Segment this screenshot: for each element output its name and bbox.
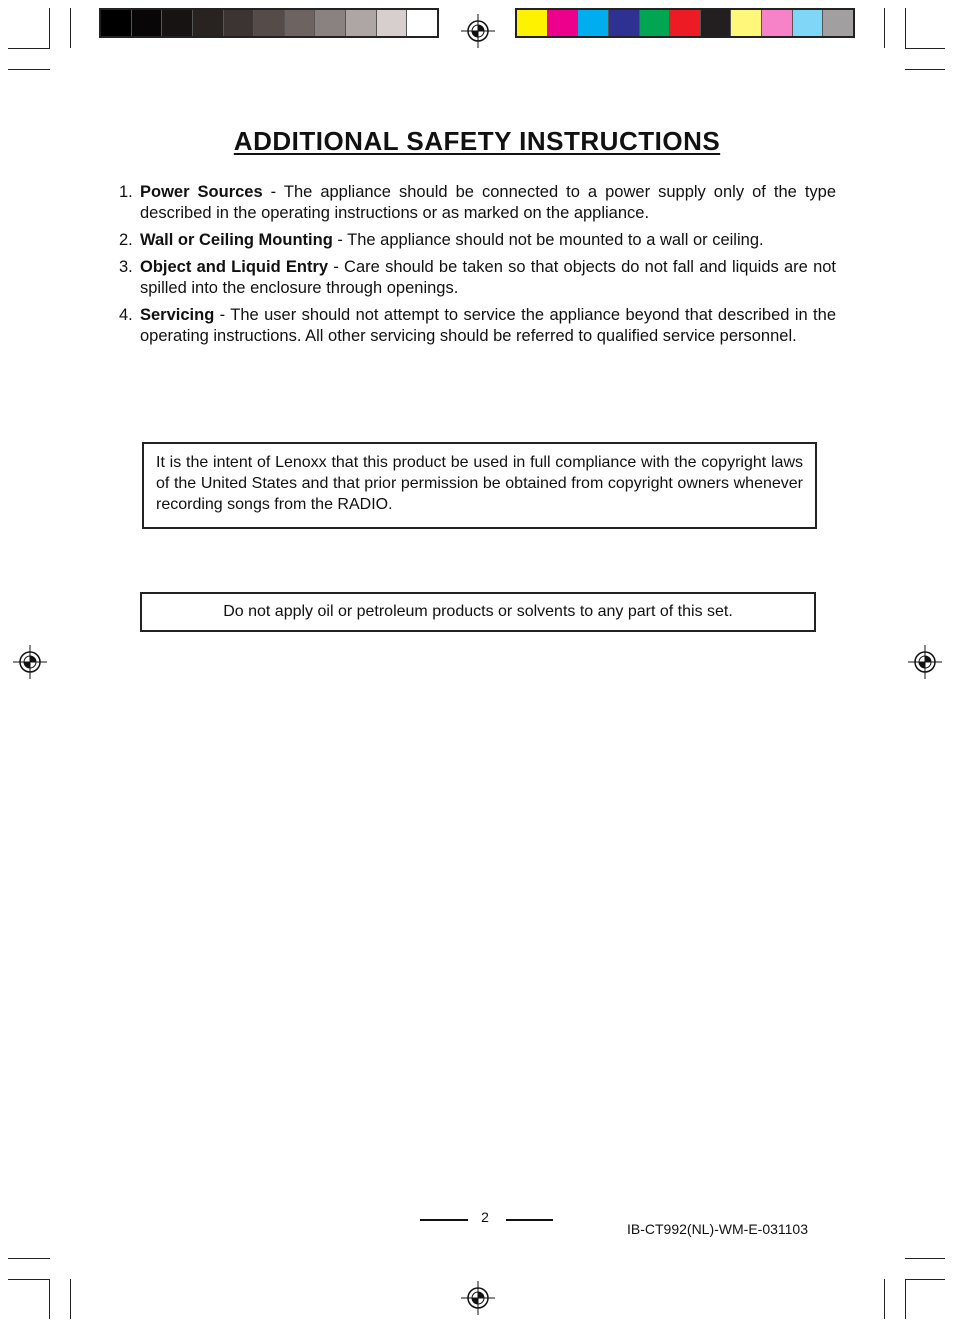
color-swatch: [701, 10, 732, 36]
page-number-rule-right: [506, 1219, 553, 1221]
copyright-notice-box: It is the intent of Lenoxx that this product be used in full compliance with the copyright laws of the United States and that prior permission be obtained from copyright owners whenever recording songs from the RADIO.: [142, 442, 817, 529]
color-swatch: [670, 10, 701, 36]
color-swatch: [254, 10, 285, 36]
color-swatch: [162, 10, 193, 36]
item-heading: Power Sources: [140, 183, 263, 201]
color-swatch: [609, 10, 640, 36]
list-item: [116, 305, 836, 347]
color-swatch: [377, 10, 408, 36]
item-number: 2.: [119, 231, 133, 249]
list-item: [116, 182, 836, 224]
color-swatch: [548, 10, 579, 36]
color-swatch: [793, 10, 824, 36]
color-swatch: [285, 10, 316, 36]
color-swatch: [578, 10, 609, 36]
item-number: 4.: [119, 306, 133, 324]
registration-mark-icon: [461, 14, 495, 48]
color-swatch: [193, 10, 224, 36]
color-swatch: [224, 10, 255, 36]
color-swatch: [101, 10, 132, 36]
item-text: - The user should not attempt to service the appliance beyond that described in the operating instructions. All other servicing should be referred to qualified service personnel.: [140, 306, 836, 345]
registration-mark-icon: [461, 1281, 495, 1315]
color-swatch: [517, 10, 548, 36]
registration-mark-icon: [13, 645, 47, 679]
color-swatch: [315, 10, 346, 36]
item-number: 1.: [119, 183, 133, 201]
oil-warning-box: Do not apply oil or petroleum products or solvents to any part of this set.: [140, 592, 816, 632]
list-item: [116, 257, 836, 299]
color-swatch: [132, 10, 163, 36]
color-swatch: [731, 10, 762, 36]
color-swatch: [762, 10, 793, 36]
page-title: ADDITIONAL SAFETY INSTRUCTIONS: [233, 126, 721, 156]
item-heading: Servicing: [140, 306, 215, 324]
safety-instruction-list: [116, 182, 836, 353]
document-code: IB-CT992(NL)-WM-E-031103: [627, 1221, 809, 1237]
color-swatch: [346, 10, 377, 36]
color-swatch: [407, 10, 437, 36]
color-swatch: [823, 10, 853, 36]
grayscale-color-bar: [99, 8, 439, 38]
item-heading: Object and Liquid Entry: [140, 258, 329, 276]
color-swatch: [640, 10, 671, 36]
list-item: [116, 230, 836, 251]
item-text: - Care should be taken so that objects do not fall and liquids are not spilled into the enclosure through openings.: [140, 258, 837, 297]
item-number: 3.: [119, 258, 133, 276]
item-text: - The appliance should not be mounted to a wall or ceiling.: [332, 231, 764, 249]
page-number-rule-left: [420, 1219, 468, 1221]
item-heading: Wall or Ceiling Mounting: [140, 231, 333, 249]
registration-mark-icon: [908, 645, 942, 679]
item-text: - The appliance should be connected to a power supply only of the type described in the operating instructions or as marked on the appliance.: [140, 183, 837, 222]
process-color-bar: [515, 8, 855, 38]
page-number: 2: [481, 1209, 489, 1225]
